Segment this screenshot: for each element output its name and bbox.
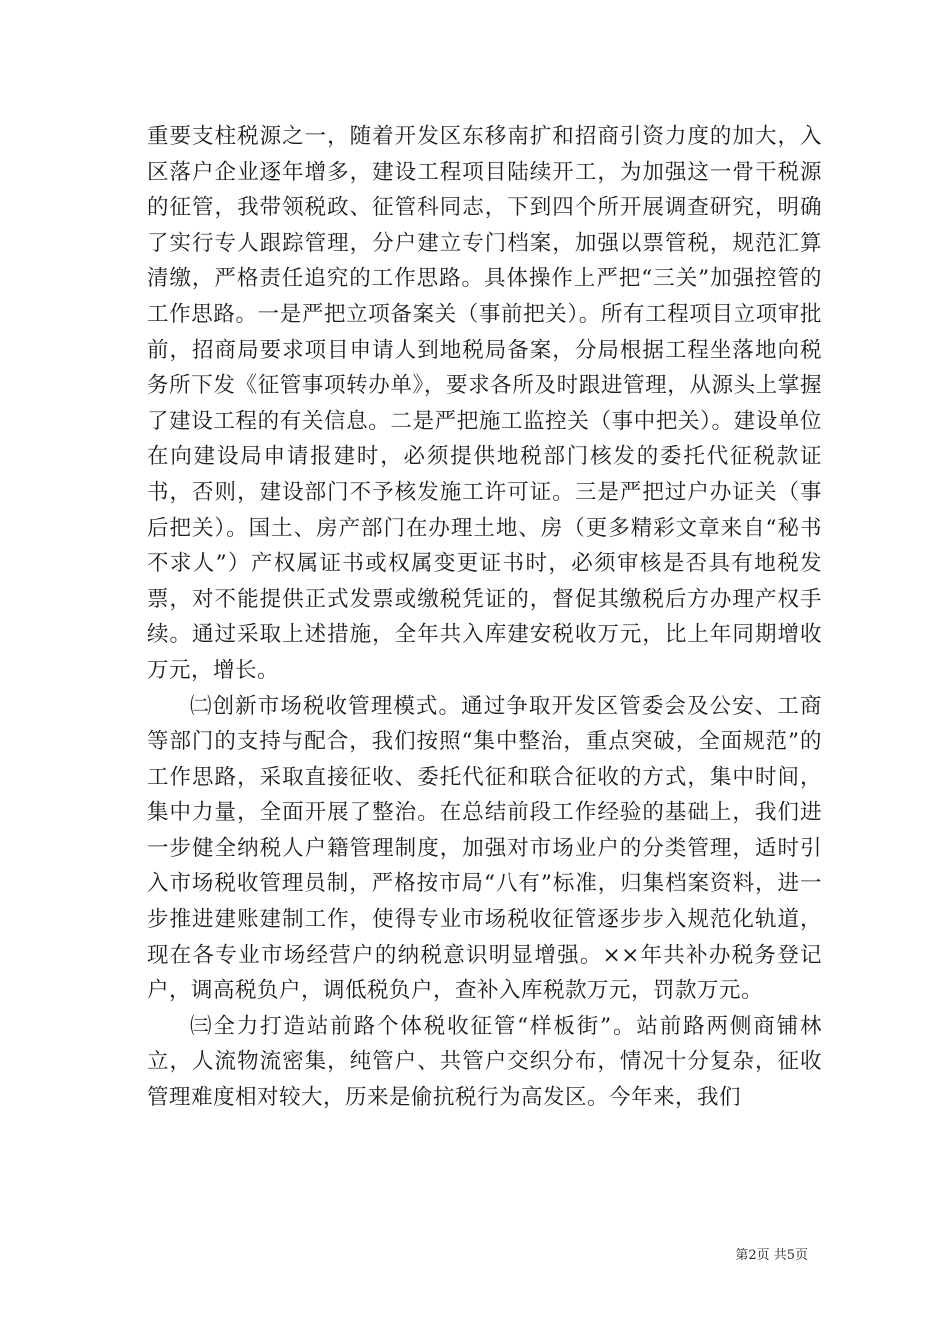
paragraph-3: ㈢全力打造站前路个体税收征管“样板街”。站前路两侧商铺林立，人流物流密集，纯管户、共管户交织分布，情况十分复杂，征收管理难度相对较大，历来是偷抗税行为高发区。今年来，我们 [147,1013,822,1111]
paragraph-1: 重要支柱税源之一，随着开发区东移南扩和招商引资力度的加大，入区落户企业逐年增多，建设工程项目陆续开工，为加强这一骨干税源的征管，我带领税政、征管科同志，下到四个所开展调查研究，明确了实行专人跟踪管理，分户建立专门档案，加强以票管税，规范汇算清缴，严格责任追究的工作思路。具体操作上严把“三关”加强控管的工作思路。一是严把立项备案关（事前把关）。所有工程项目立项审批前，招商局要求项目申请人到地税局备案，分局根据工程坐落地向税务所下发《征管事项转办单》，要求各所及时跟进管理，从源头上掌握了建设工程的有关信息。二是严把施工监控关（事中把关）。建设单位在向建设局申请报建时，必须提供地税部门核发的委托代征税款证书，否则，建设部门不予核发施工许可证。三是严把过户办证关（事后把关）。国土、房产部门在办理土地、房（更多精彩文章来自“秘书不求人”）产权属证书或权属变更证书时，必须审核是否具有地税发票，对不能提供正式发票或缴税凭证的，督促其缴税后方办理产权手续。通过采取上述措施，全年共入库建安税收万元，比上年同期增收万元，增长。 [147,124,822,683]
paragraph-2: ㈡创新市场税收管理模式。通过争取开发区管委会及公安、工商等部门的支持与配合，我们按照“集中整治，重点突破，全面规范”的工作思路，采取直接征收、委托代征和联合征收的方式，集中时间，集中力量，全面开展了整治。在总结前段工作经验的基础上，我们进一步健全纳税人户籍管理制度，加强对市场业户的分类管理，适时引入市场税收管理员制，严格按市局“八有”标准，归集档案资料，进一步推进建账建制工作，使得专业市场税收征管逐步步入规范化轨道，现在各专业市场经营户的纳税意识明显增强。××年共补办税务登记户，调高税负户，调低税负户，查补入库税款万元，罚款万元。 [147,693,822,1004]
document-body [147,119,822,1116]
page-number: 第2页 共5页 [735,1248,808,1263]
